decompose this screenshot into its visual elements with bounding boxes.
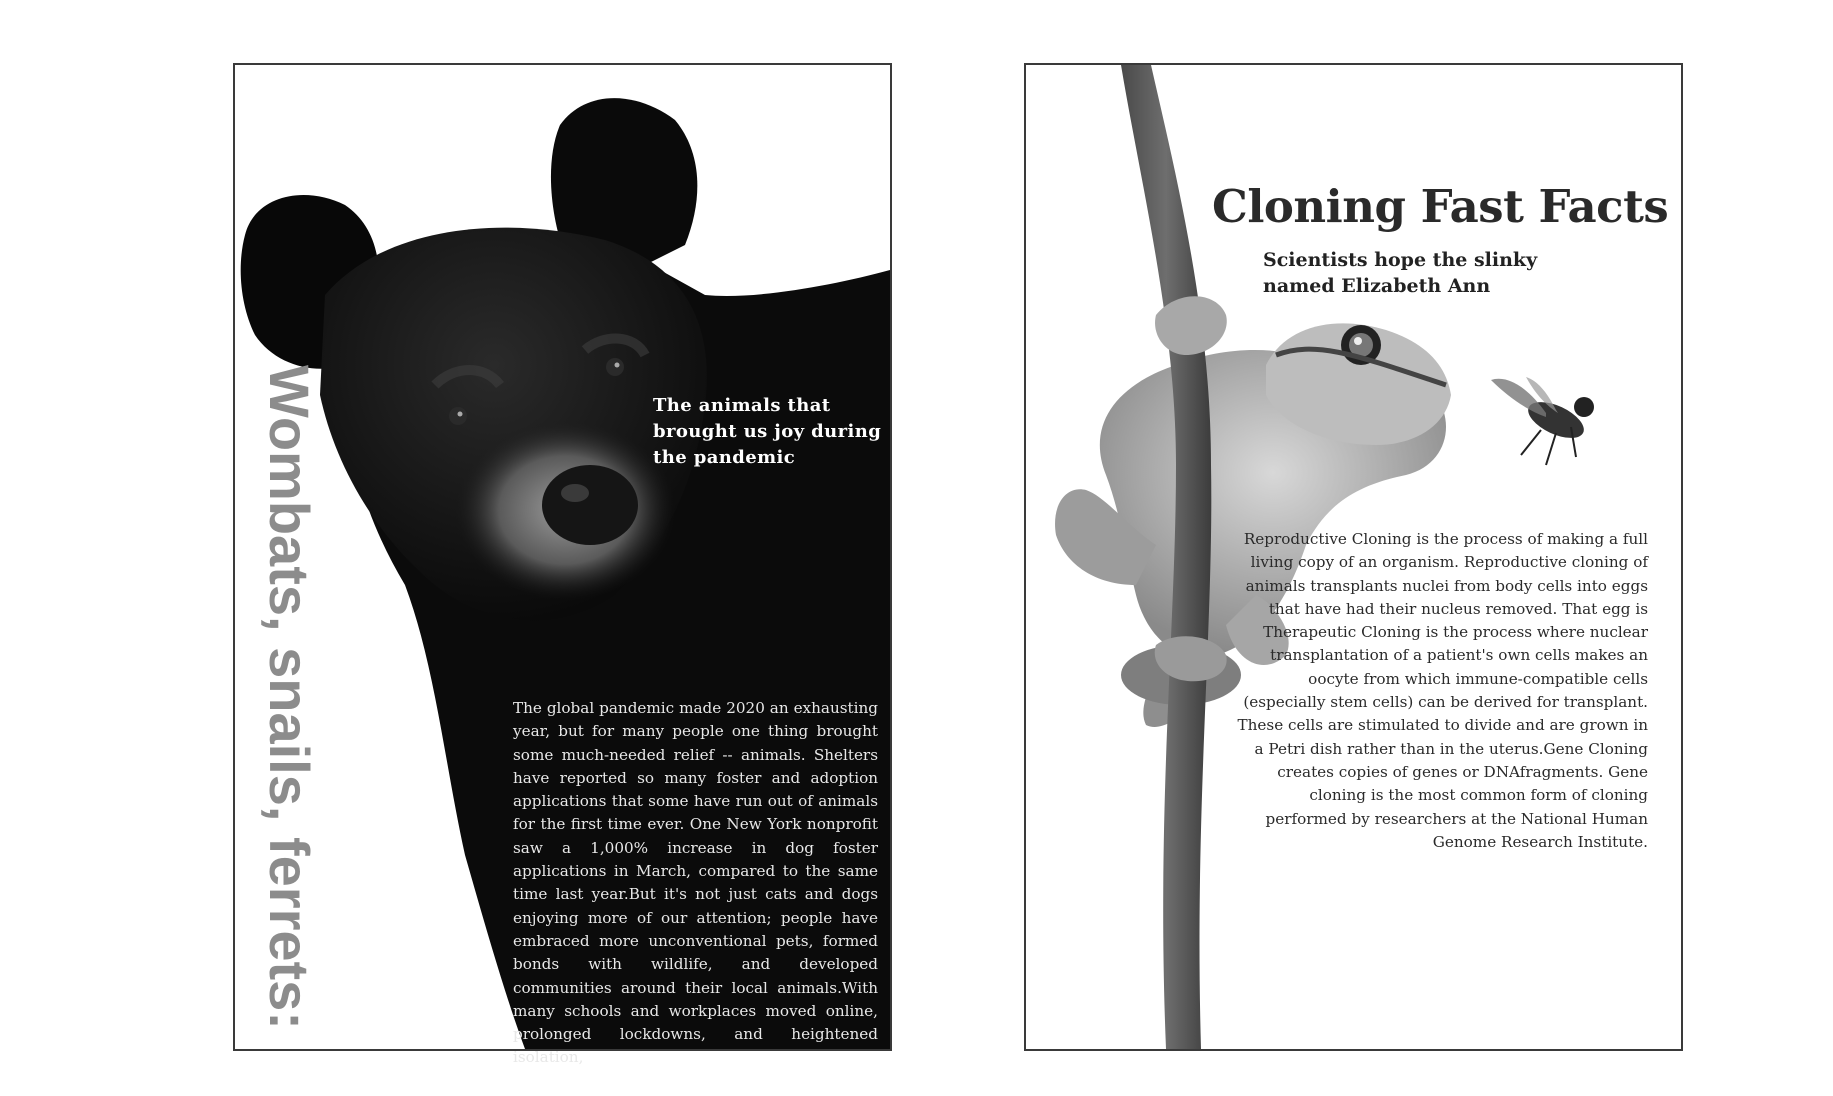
vertical-title: Wombats, snails, ferrets: [258,365,321,1030]
page-title: Cloning Fast Facts [1212,180,1669,233]
fly-photo [1486,365,1616,475]
left-subtitle: The animals that brought us joy during the pandemic [653,395,882,468]
left-page [233,63,892,1067]
right-page [1024,63,1683,1051]
left-body-text: The global pandemic made 2020 an exhausting year, but for many people one thing brought some much-needed relief -- animals. Shelters have reported so many foster and adoption applications that some have run out of animals for the first time ever. One New York nonprofit saw a 1,000% increase in dog foster applications in March, compared to the same time last year.But it's not just cats and dogs enjoying more of our attention; people have embraced more unconventional pets, formed bonds with wildlife, and developed communities around their local animals.With many schools and workplaces moved online, prolonged lockdowns, and heightened isolation, [513,699,878,1067]
right-body-text: Reproductive Cloning is the process of making a full living copy of an organism. Reproductive cloning of animals transplants nuclei from body cells into eggs that have had their nucleus removed. That egg is Therapeutic Cloning is the process where nuclear transplantation of a patient's own cells makes an oocyte from which immune-compatible cells (especially stem cells) can be derived for transplant. These cells are stimulated to divide and are grown in a Petri dish rather than in the uterus.Gene Cloning creates copies of genes or DNAfragments. Gene cloning is the most common form of cloning performed by researchers at the National Human Genome Research Institute. [1237,530,1648,851]
right-subtitle: Scientists hope the slinky named Elizabeth Ann [1263,249,1538,297]
